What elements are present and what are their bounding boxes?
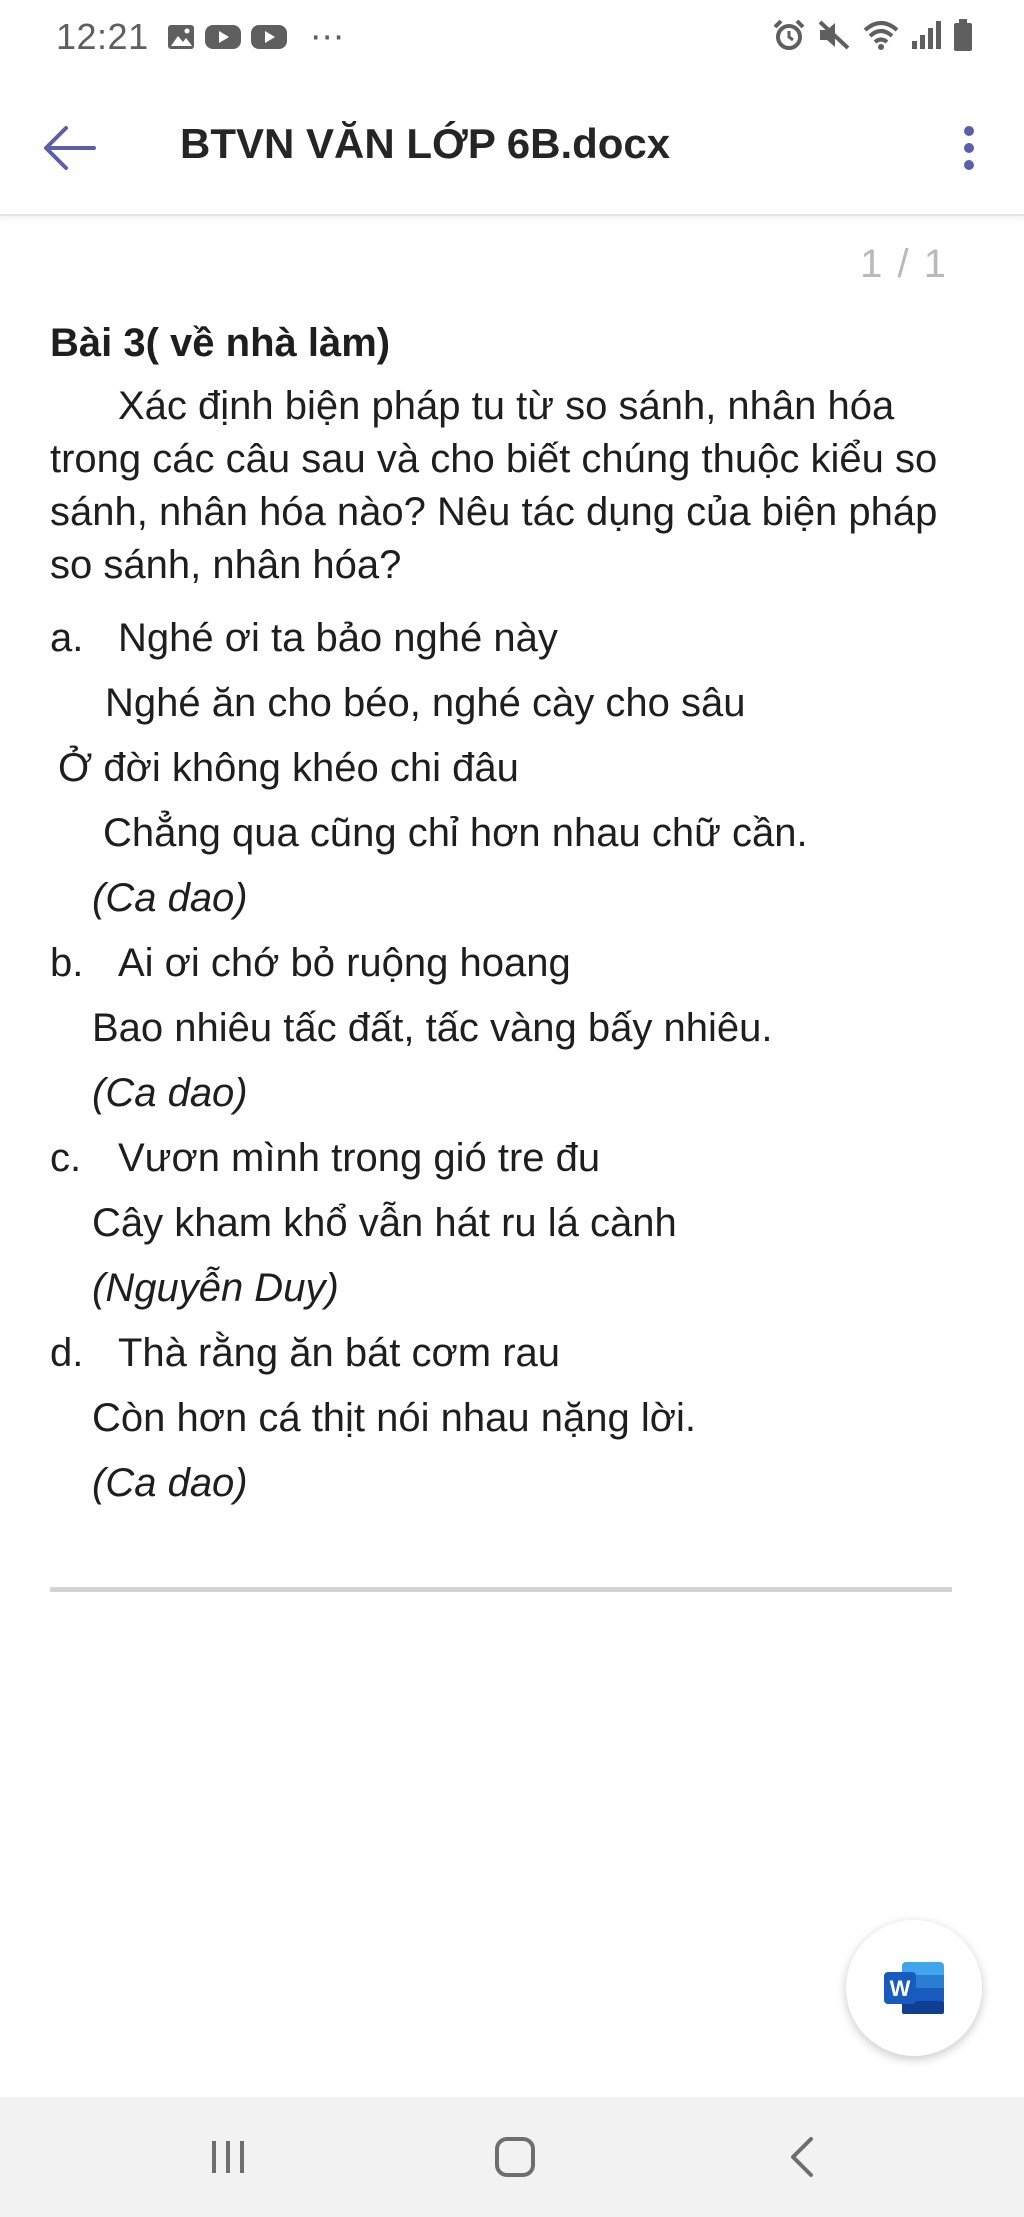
battery-icon [952, 18, 974, 52]
signal-icon [910, 19, 942, 51]
nav-back-button[interactable] [752, 2117, 852, 2197]
word-app-icon [882, 1960, 946, 2016]
page-divider [50, 1587, 952, 1592]
item-letter: a. [50, 616, 84, 660]
verse-line: Nghé ăn cho béo, nghé cày cho sâu [105, 681, 746, 725]
verse-source: (Ca dao) [92, 1071, 248, 1115]
verse-line: Chẳng qua cũng chỉ hơn nhau chữ cần. [103, 811, 808, 855]
system-nav-bar [0, 2097, 1024, 2217]
verse-line: Ai ơi chớ bỏ ruộng hoang [118, 941, 571, 985]
document-content[interactable] [50, 316, 950, 1516]
verse-line: Vươn mình trong gió tre đu [118, 1136, 601, 1180]
doc-paragraph: Xác định biện pháp tu từ so sánh, nhân hóa trong các câu sau và cho biết chúng thuộc kiểu so sánh, nhân hóa nào? Nêu tác dụng của biện pháp so sánh, nhân hóa? [50, 384, 938, 587]
back-icon [787, 2135, 817, 2179]
verse-line: Ở đời không khéo chi đâu [58, 746, 519, 790]
list-item-b [50, 931, 950, 996]
verse-line: Thà rằng ăn bát cơm rau [118, 1331, 561, 1375]
open-in-word-button[interactable] [846, 1920, 982, 2056]
youtube-icon [204, 23, 242, 51]
home-icon [493, 2135, 537, 2179]
list-item-a [50, 606, 950, 671]
status-time: 12:21 [56, 16, 149, 57]
home-button[interactable] [465, 2117, 565, 2197]
verse-line: Còn hơn cá thịt nói nhau nặng lời. [92, 1396, 696, 1440]
word-letter: W [889, 1976, 911, 2001]
status-overflow: ⋯ [310, 18, 344, 56]
more-options-button[interactable] [944, 108, 994, 188]
doc-heading: Bài 3( về nhà làm) [50, 321, 391, 365]
list-item-d [50, 1321, 950, 1386]
verse-source: (Ca dao) [92, 876, 248, 920]
item-letter: c. [50, 1136, 82, 1180]
item-letter: d. [50, 1331, 84, 1375]
status-right-icons [772, 18, 974, 52]
alarm-icon [772, 18, 806, 52]
youtube-icon [250, 23, 288, 51]
recent-apps-button[interactable] [178, 2117, 278, 2197]
more-vertical-icon [962, 125, 976, 171]
verse-line: Nghé ơi ta bảo nghé này [118, 616, 558, 660]
app-bar [0, 78, 1024, 216]
wifi-icon [862, 18, 900, 52]
item-letter: b. [50, 941, 84, 985]
document-title: BTVN VĂN LỚP 6B.docx [180, 120, 671, 167]
verse-line: Bao nhiêu tấc đất, tấc vàng bấy nhiêu. [92, 1006, 773, 1050]
status-left-icons [166, 18, 344, 56]
status-bar [0, 0, 1024, 78]
gallery-icon [166, 22, 196, 52]
mute-icon [816, 18, 852, 52]
arrow-left-icon [42, 123, 98, 173]
page-indicator: 1 / 1 [860, 242, 948, 286]
list-item-c [50, 1126, 950, 1191]
verse-source: (Nguyễn Duy) [92, 1266, 339, 1310]
verse-source: (Ca dao) [92, 1461, 248, 1505]
recent-apps-icon [208, 2137, 248, 2177]
verse-line: Cây kham khổ vẫn hát ru lá cành [92, 1201, 677, 1245]
back-button[interactable] [30, 108, 110, 188]
